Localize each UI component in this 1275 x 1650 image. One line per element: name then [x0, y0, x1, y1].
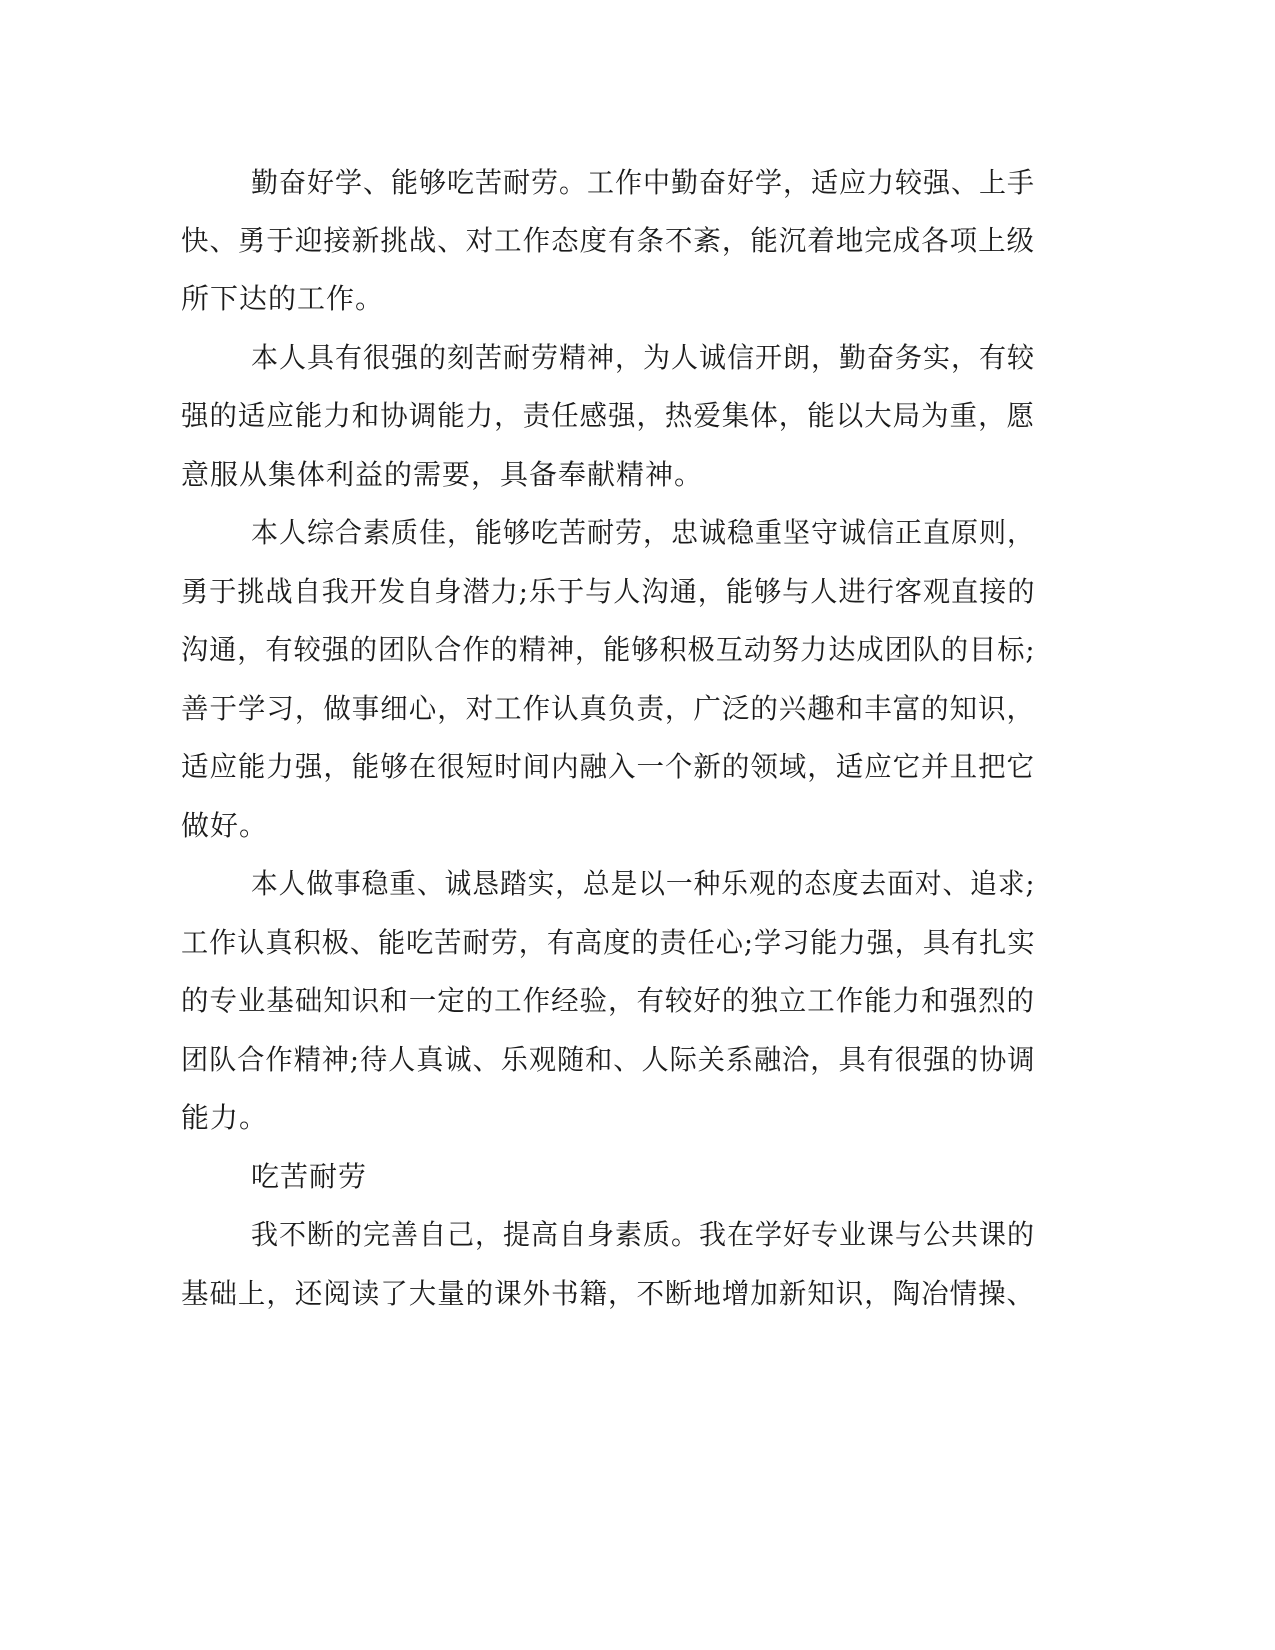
paragraph-1-line-3: 所下达的工作。: [181, 282, 385, 315]
paragraph-3-line-1: 本人综合素质佳，能够吃苦耐劳，忠诚稳重坚守诚信正直原则，: [251, 516, 1036, 549]
paragraph-3-line-2: 勇于挑战自我开发自身潜力;乐于与人沟通，能够与人进行客观直接的: [181, 575, 1036, 608]
paragraph-6-line-2: 基础上，还阅读了大量的课外书籍，不断地增加新知识，陶冶情操、: [181, 1277, 1036, 1310]
paragraph-3-line-4: 善于学习，做事细心，对工作认真负责，广泛的兴趣和丰富的知识，: [181, 692, 1036, 725]
paragraph-5-line-1: 吃苦耐劳: [251, 1160, 368, 1193]
paragraph-2-line-1: 本人具有很强的刻苦耐劳精神，为人诚信开朗，勤奋务实，有较: [251, 341, 1036, 374]
paragraph-4-line-5: 能力。: [181, 1101, 269, 1134]
paragraph-2-line-3: 意服从集体利益的需要，具备奉献精神。: [181, 458, 704, 491]
paragraph-4-line-2: 工作认真积极、能吃苦耐劳，有高度的责任心;学习能力强，具有扎实: [181, 926, 1036, 959]
paragraph-2-line-2: 强的适应能力和协调能力，责任感强，热爱集体，能以大局为重，愿: [181, 399, 1036, 432]
paragraph-4-line-1: 本人做事稳重、诚恳踏实，总是以一种乐观的态度去面对、追求;: [251, 867, 1036, 900]
paragraph-6-line-1: 我不断的完善自己，提高自身素质。我在学好专业课与公共课的: [251, 1218, 1036, 1251]
paragraph-3-line-6: 做好。: [181, 809, 269, 842]
paragraph-1-line-2: 快、勇于迎接新挑战、对工作态度有条不紊，能沉着地完成各项上级: [181, 224, 1036, 257]
paragraph-3-line-3: 沟通，有较强的团队合作的精神，能够积极互动努力达成团队的目标;: [181, 633, 1036, 666]
paragraph-4-line-3: 的专业基础知识和一定的工作经验，有较好的独立工作能力和强烈的: [181, 984, 1036, 1017]
paragraph-4-line-4: 团队合作精神;待人真诚、乐观随和、人际关系融洽，具有很强的协调: [181, 1043, 1036, 1076]
paragraph-1-line-1: 勤奋好学、能够吃苦耐劳。工作中勤奋好学，适应力较强、上手: [251, 166, 1036, 199]
paragraph-3-line-5: 适应能力强，能够在很短时间内融入一个新的领域，适应它并且把它: [181, 750, 1036, 783]
